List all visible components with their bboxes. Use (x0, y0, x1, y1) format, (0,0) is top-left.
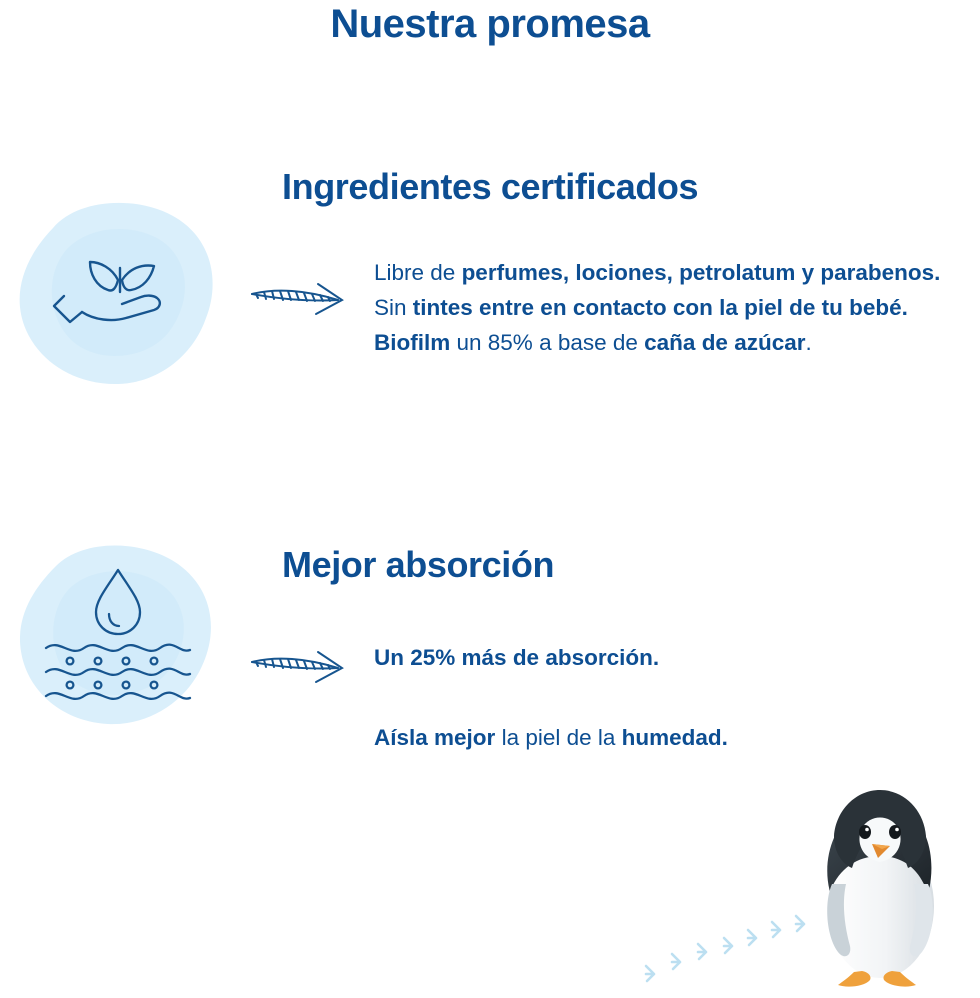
section-body-ingredientes (374, 255, 974, 360)
section-heading-ingredientes: Ingredientes certificados (282, 166, 699, 207)
hand-drawn-arrow-icon (246, 640, 356, 700)
body-line: Libre de perfumes, lociones, petrolatum y parabenos. Sin tintes entre en contacto con la piel de tu bebé. Biofilm un 85% a base de caña de azúcar. (374, 260, 941, 355)
section-heading-absorcion: Mejor absorción (282, 544, 555, 585)
hand-with-leaves-icon (8, 188, 228, 398)
section-body-absorcion-line-2: Aísla mejor la piel de la humedad. (374, 725, 728, 750)
section-body-absorcion-line-1: Un 25% más de absorción. (374, 645, 660, 670)
page-title: Nuestra promesa (330, 2, 650, 46)
penguin-mascot-image (808, 766, 958, 996)
water-drop-absorption-icon (8, 530, 228, 740)
penguin-footprints-icon (620, 908, 820, 988)
hand-drawn-arrow-icon (246, 272, 356, 332)
